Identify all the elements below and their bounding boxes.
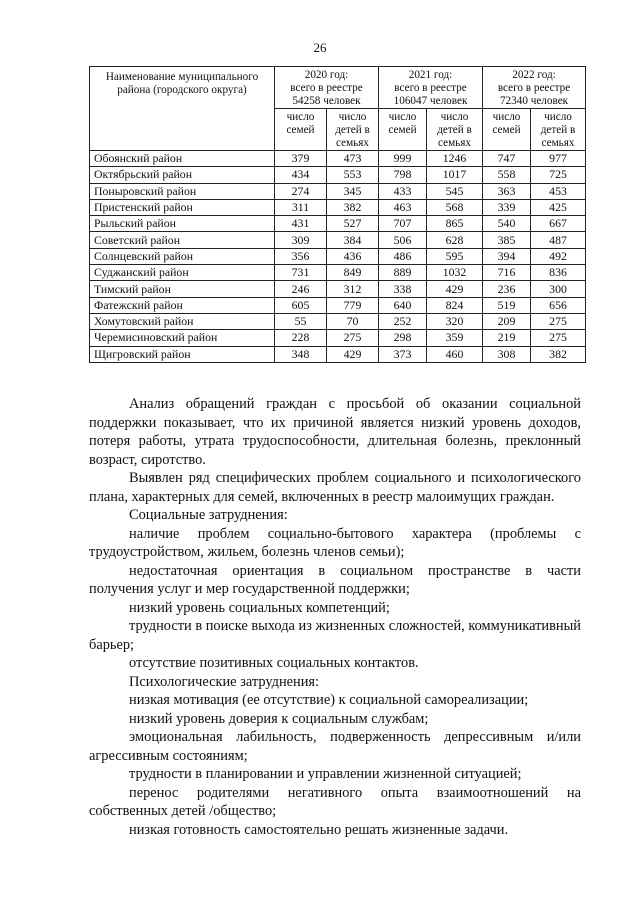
table-row xyxy=(90,313,586,329)
table-row xyxy=(90,248,586,264)
table-row xyxy=(90,151,586,167)
list-item: трудности в планировании и управлении жизненной ситуацией; xyxy=(129,766,522,782)
families-count-cell: 246 xyxy=(275,281,327,297)
families-count-cell: 434 xyxy=(275,167,327,183)
district-name-cell: Солнцевский район xyxy=(90,248,275,264)
paragraph: Анализ обращений граждан с просьбой об оказании социальной поддержки показывает, что их причиной является низкий уровень доходов, потеря работы, утрата трудоспособности, длительная болезнь, преклонный возраст, сиротство. xyxy=(89,396,581,468)
table-row xyxy=(90,232,586,248)
year-registry: всего в реестре xyxy=(394,82,467,94)
children-count-cell: 725 xyxy=(531,167,586,183)
district-name-cell: Октябрьский район xyxy=(90,167,275,183)
district-name-cell: Советский район xyxy=(90,232,275,248)
families-count-cell: 356 xyxy=(275,248,327,264)
table-row xyxy=(90,281,586,297)
registry-table xyxy=(89,66,586,363)
year-registry: всего в реестре xyxy=(290,82,363,94)
families-count-cell: 209 xyxy=(483,313,531,329)
children-count-cell: 1017 xyxy=(427,167,483,183)
children-count-cell: 384 xyxy=(327,232,379,248)
families-count-cell: 308 xyxy=(483,346,531,362)
children-count-cell: 300 xyxy=(531,281,586,297)
year-title: 2022 год: xyxy=(512,69,556,81)
families-count-cell: 274 xyxy=(275,183,327,199)
families-count-cell: 999 xyxy=(379,151,427,167)
table-row xyxy=(90,216,586,232)
children-count-cell: 436 xyxy=(327,248,379,264)
families-count-cell: 55 xyxy=(275,313,327,329)
children-count-cell: 460 xyxy=(427,346,483,362)
families-count-cell: 228 xyxy=(275,330,327,346)
families-count-cell: 348 xyxy=(275,346,327,362)
year-count: 54258 человек xyxy=(292,95,361,107)
families-count-cell: 540 xyxy=(483,216,531,232)
families-count-cell: 431 xyxy=(275,216,327,232)
children-count-cell: 275 xyxy=(531,313,586,329)
year-title: 2020 год: xyxy=(304,69,349,81)
families-count-cell: 747 xyxy=(483,151,531,167)
district-column-header: Наименование муниципального района (городского округа) xyxy=(90,67,275,151)
children-count-cell: 382 xyxy=(327,199,379,215)
families-count-cell: 798 xyxy=(379,167,427,183)
district-name-cell: Щигровский район xyxy=(90,346,275,362)
children-count-cell: 545 xyxy=(427,183,483,199)
children-count-cell: 487 xyxy=(531,232,586,248)
list-item: перенос родителями негативного опыта взаимоотношений на собственных детей /общество; xyxy=(89,784,581,819)
district-name-cell: Суджанский район xyxy=(90,265,275,281)
families-count-cell: 363 xyxy=(483,183,531,199)
children-count-cell: 595 xyxy=(427,248,483,264)
children-count-cell: 275 xyxy=(531,330,586,346)
families-count-cell: 252 xyxy=(379,313,427,329)
families-count-cell: 605 xyxy=(275,297,327,313)
families-count-cell: 338 xyxy=(379,281,427,297)
families-column-header: число семей xyxy=(379,109,427,151)
year-title: 2021 год: xyxy=(408,69,453,81)
children-count-cell: 382 xyxy=(531,346,586,362)
families-count-cell: 379 xyxy=(275,151,327,167)
district-name-cell: Поныровский район xyxy=(90,183,275,199)
paragraph: Выявлен ряд специфических проблем социального и психологического плана, характерных для семей, включенных в реестр малоимущих граждан. xyxy=(89,470,581,505)
section-heading: Психологические затруднения: xyxy=(129,673,320,690)
district-name-cell: Черемисиновский район xyxy=(90,330,275,346)
year-header xyxy=(275,67,379,109)
list-item: недостаточная ориентация в социальном пространстве в части получения услуг и мер государственной поддержки; xyxy=(89,562,581,597)
header-row-years xyxy=(90,67,586,109)
district-name-cell: Фатежский район xyxy=(90,297,275,313)
children-count-cell: 425 xyxy=(531,199,586,215)
children-count-cell: 667 xyxy=(531,216,586,232)
children-count-cell: 779 xyxy=(327,297,379,313)
families-count-cell: 707 xyxy=(379,216,427,232)
families-column-header: число семей xyxy=(275,109,327,151)
families-count-cell: 339 xyxy=(483,199,531,215)
children-column-header: число детей в семьях xyxy=(427,109,483,151)
families-count-cell: 373 xyxy=(379,346,427,362)
families-count-cell: 640 xyxy=(379,297,427,313)
families-count-cell: 311 xyxy=(275,199,327,215)
district-name-cell: Рыльский район xyxy=(90,216,275,232)
body-text xyxy=(89,395,581,839)
children-count-cell: 1246 xyxy=(427,151,483,167)
families-count-cell: 731 xyxy=(275,265,327,281)
families-count-cell: 558 xyxy=(483,167,531,183)
year-count: 72340 человек xyxy=(499,95,569,107)
year-header xyxy=(483,67,586,109)
year-count: 106047 человек xyxy=(393,95,468,107)
families-count-cell: 236 xyxy=(483,281,531,297)
children-count-cell: 836 xyxy=(531,265,586,281)
table-row xyxy=(90,346,586,362)
families-count-cell: 394 xyxy=(483,248,531,264)
families-count-cell: 889 xyxy=(379,265,427,281)
children-count-cell: 568 xyxy=(427,199,483,215)
district-name-cell: Хомутовский район xyxy=(90,313,275,329)
families-column-header: число семей xyxy=(483,109,531,151)
families-count-cell: 385 xyxy=(483,232,531,248)
children-count-cell: 865 xyxy=(427,216,483,232)
children-count-cell: 320 xyxy=(427,313,483,329)
list-item: наличие проблем социально-бытового характера (проблемы с трудоустройством, жильем, болезнь членов семьи); xyxy=(89,525,581,560)
children-count-cell: 429 xyxy=(427,281,483,297)
children-count-cell: 312 xyxy=(327,281,379,297)
children-count-cell: 345 xyxy=(327,183,379,199)
children-count-cell: 527 xyxy=(327,216,379,232)
list-item: низкая готовность самостоятельно решать жизненные задачи. xyxy=(129,821,509,838)
children-count-cell: 429 xyxy=(327,346,379,362)
children-count-cell: 70 xyxy=(327,313,379,329)
families-count-cell: 433 xyxy=(379,183,427,199)
list-item: низкий уровень социальных компетенций; xyxy=(129,599,390,616)
district-name-cell: Обоянский район xyxy=(90,151,275,167)
children-count-cell: 492 xyxy=(531,248,586,264)
children-count-cell: 824 xyxy=(427,297,483,313)
children-count-cell: 473 xyxy=(327,151,379,167)
table-row xyxy=(90,167,586,183)
children-count-cell: 275 xyxy=(327,330,379,346)
table-row xyxy=(90,265,586,281)
children-count-cell: 1032 xyxy=(427,265,483,281)
table-row xyxy=(90,199,586,215)
page-number: 26 xyxy=(313,40,327,55)
section-heading: Социальные затруднения: xyxy=(129,507,288,523)
table-row xyxy=(90,297,586,313)
district-name-cell: Тимский район xyxy=(90,281,275,297)
district-name-cell: Пристенский район xyxy=(90,199,275,215)
children-count-cell: 553 xyxy=(327,167,379,183)
table-row xyxy=(90,183,586,199)
children-count-cell: 977 xyxy=(531,151,586,167)
families-count-cell: 219 xyxy=(483,330,531,346)
list-item: отсутствие позитивных социальных контактов. xyxy=(129,655,419,671)
families-count-cell: 298 xyxy=(379,330,427,346)
year-registry: всего в реестре xyxy=(497,82,571,94)
children-column-header: число детей в семьях xyxy=(531,109,586,151)
families-count-cell: 486 xyxy=(379,248,427,264)
table-body xyxy=(90,151,586,363)
list-item: низкий уровень доверия к социальным службам; xyxy=(129,710,429,727)
children-count-cell: 453 xyxy=(531,183,586,199)
children-count-cell: 656 xyxy=(531,297,586,313)
children-count-cell: 628 xyxy=(427,232,483,248)
list-item: эмоциональная лабильность, подверженность депрессивным и/или агрессивным состояниям; xyxy=(89,729,581,764)
children-count-cell: 849 xyxy=(327,265,379,281)
list-item: трудности в поиске выхода из жизненных сложностей, коммуникативный барьер; xyxy=(89,618,581,653)
year-header xyxy=(379,67,483,109)
children-count-cell: 359 xyxy=(427,330,483,346)
families-count-cell: 519 xyxy=(483,297,531,313)
list-item: низкая мотивация (ее отсутствие) к социальной самореализации; xyxy=(129,692,529,708)
families-count-cell: 506 xyxy=(379,232,427,248)
families-count-cell: 463 xyxy=(379,199,427,215)
table-row xyxy=(90,330,586,346)
families-count-cell: 716 xyxy=(483,265,531,281)
children-column-header: число детей в семьях xyxy=(327,109,379,151)
families-count-cell: 309 xyxy=(275,232,327,248)
